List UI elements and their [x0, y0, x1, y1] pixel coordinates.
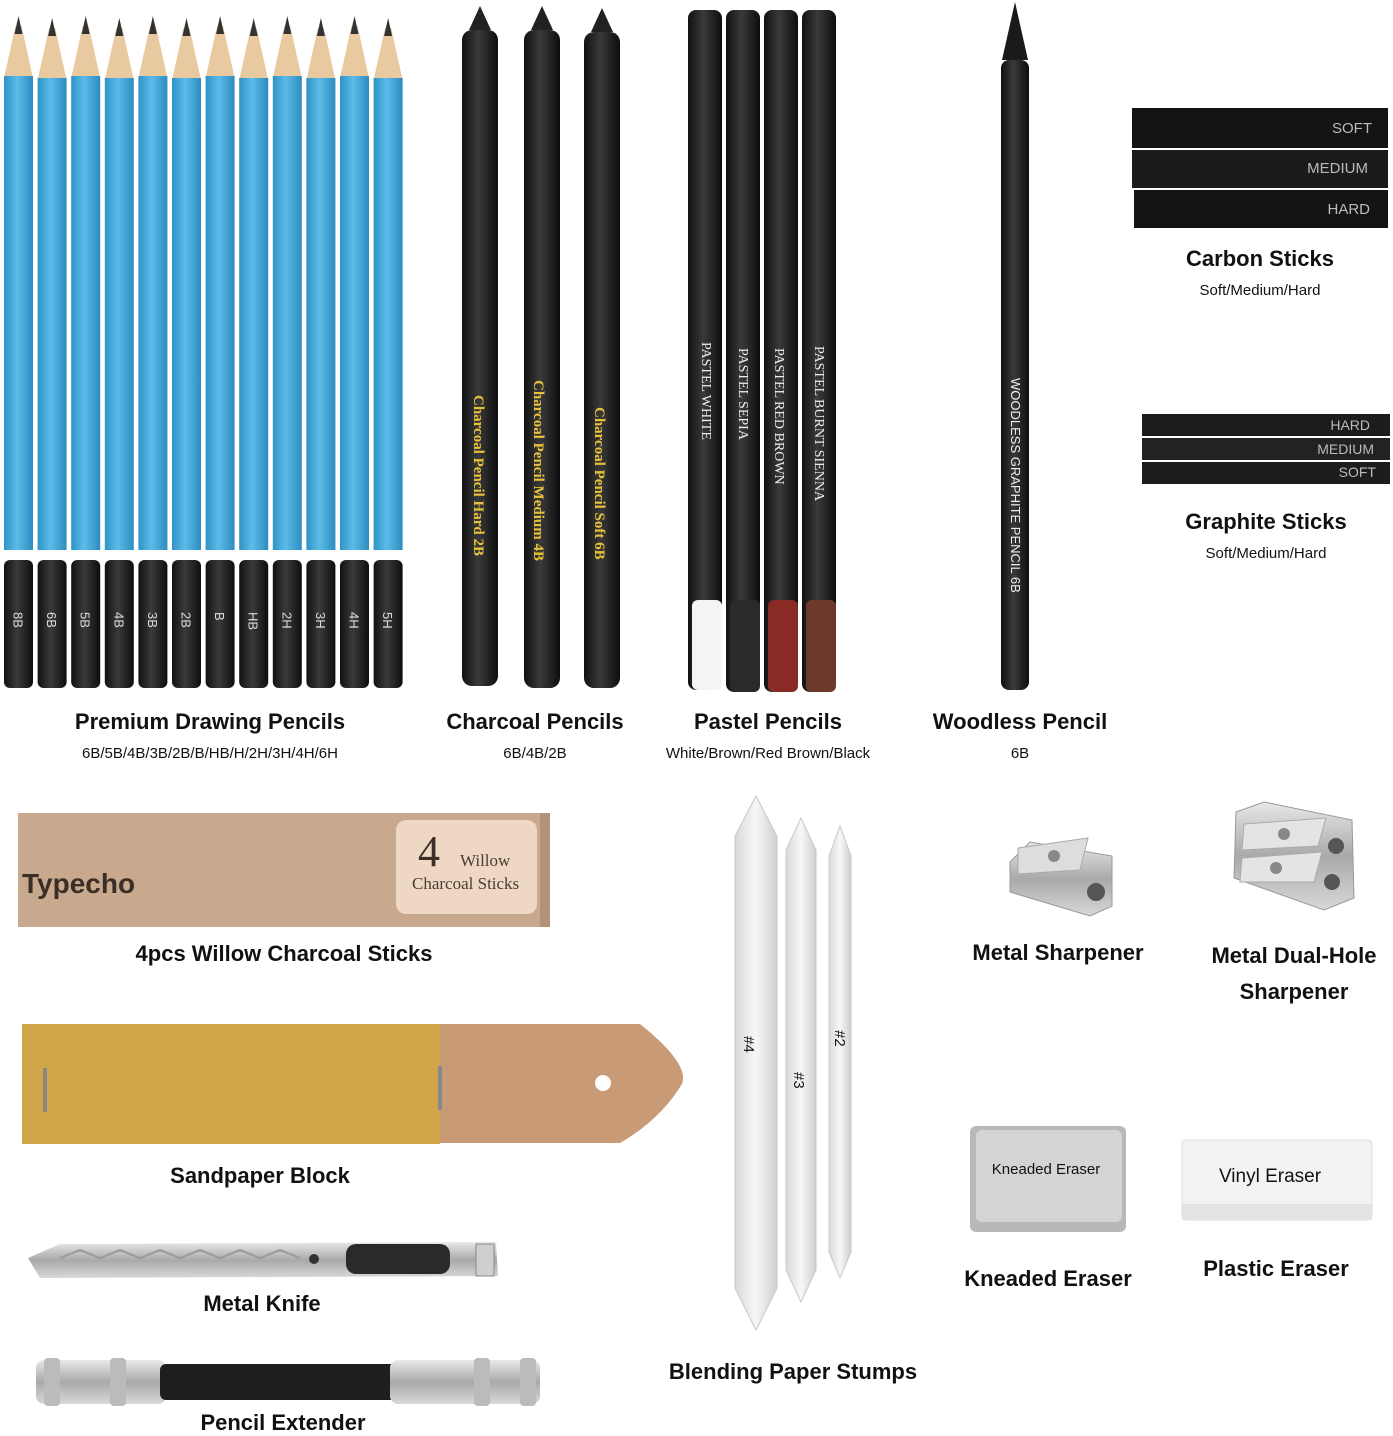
woodless-pencil-title: Woodless Pencil [932, 709, 1108, 734]
blending-stump [786, 818, 816, 1302]
graphite-stick-label: SOFT [1338, 464, 1376, 480]
charcoal-pencil-set [462, 6, 620, 688]
drawing-pencil [4, 16, 33, 688]
pastel-pencil-label: PASTEL SEPIA [735, 348, 750, 440]
carbon-stick-set [1132, 108, 1388, 228]
drawing-pencil [138, 16, 167, 688]
badge-line: Willow [460, 851, 511, 870]
badge-number: 4 [418, 827, 440, 876]
drawing-pencils-title: Premium Drawing Pencils [74, 709, 346, 734]
kneaded-eraser [970, 1126, 1126, 1232]
drawing-pencil [71, 16, 100, 688]
pencil-grade-label: 5B [77, 612, 93, 628]
charcoal-pencils-title: Charcoal Pencils [446, 709, 624, 734]
drawing-pencil [374, 18, 403, 688]
carbon-sticks-title: Carbon Sticks [1186, 246, 1334, 271]
graphite-stick-label: MEDIUM [1317, 441, 1374, 457]
pencil-grade-label: HB [245, 612, 261, 631]
stump-label: #3 [790, 1072, 807, 1089]
pastel-pencil-label: PASTEL BURNT SIENNA [811, 346, 826, 502]
drawing-pencil [273, 16, 302, 688]
metal-knife [28, 1242, 498, 1278]
metal-sharpener-title: Metal Sharpener [972, 940, 1144, 965]
willow-charcoal-title: 4pcs Willow Charcoal Sticks [135, 941, 433, 966]
graphite-sticks-subtitle: Soft/Medium/Hard [1205, 545, 1327, 562]
graphite-sticks-title: Graphite Sticks [1185, 509, 1347, 534]
charcoal-pencil-label: Charcoal Pencil Hard 2B [470, 395, 486, 556]
dual-sharpener-title-line1: Metal Dual-Hole [1211, 943, 1377, 968]
carbon-stick-label: MEDIUM [1307, 160, 1368, 177]
drawing-pencil-set [4, 16, 403, 688]
drawing-pencil [206, 16, 235, 688]
dual-hole-sharpener [1234, 802, 1354, 910]
pastel-pencils-subtitle: White/Brown/Red Brown/Black [665, 745, 871, 762]
charcoal-pencil [524, 6, 560, 688]
drawing-pencil [239, 18, 268, 688]
plastic-eraser-title: Plastic Eraser [1203, 1256, 1349, 1281]
pencil-grade-label: 8B [10, 612, 26, 628]
pencil-grade-label: 6B [44, 612, 60, 628]
blending-stump-set [735, 796, 851, 1330]
pencil-grade-label: 3B [144, 612, 160, 628]
charcoal-pencils-subtitle: 6B/4B/2B [503, 745, 567, 762]
carbon-sticks-subtitle: Soft/Medium/Hard [1199, 282, 1321, 299]
pastel-pencil [802, 10, 836, 692]
graphite-stick-set [1142, 414, 1390, 484]
sandpaper-block [22, 1024, 683, 1144]
vinyl-eraser-label: Vinyl Eraser [1218, 1166, 1322, 1187]
drawing-pencil [38, 18, 67, 688]
graphite-stick-label: HARD [1330, 417, 1370, 433]
pencil-grade-label: 4B [111, 612, 127, 628]
pencil-grade-label: B [212, 612, 228, 621]
stump-label: #2 [831, 1030, 848, 1047]
stump-label: #4 [740, 1036, 757, 1053]
pencil-grade-label: 2B [178, 612, 194, 628]
willow-charcoal-box [18, 813, 550, 927]
drawing-pencil [172, 18, 201, 688]
pencil-grade-label: 3H [312, 612, 328, 629]
charcoal-pencil-label: Charcoal Pencil Soft 6B [591, 407, 607, 560]
sandpaper-block-title: Sandpaper Block [170, 1163, 350, 1188]
metal-sharpener [1010, 838, 1112, 916]
pastel-pencil [726, 10, 760, 692]
pencil-extender [36, 1358, 540, 1406]
drawing-pencils-subtitle: 6B/5B/4B/3B/2B/B/HB/H/2H/3H/4H/6H [82, 745, 338, 762]
kneaded-eraser-title: Kneaded Eraser [964, 1266, 1132, 1291]
drawing-pencil [105, 18, 134, 688]
carbon-stick-label: SOFT [1332, 120, 1372, 137]
dual-sharpener-title-line2: Sharpener [1239, 979, 1349, 1004]
vinyl-eraser [1182, 1140, 1372, 1220]
pastel-pencil-label: PASTEL RED BROWN [771, 348, 786, 485]
woodless-pencil-subtitle: 6B [1010, 745, 1030, 762]
blending-stumps-title: Blending Paper Stumps [668, 1359, 918, 1384]
pencil-grade-label: 2H [279, 612, 295, 629]
drawing-pencil [340, 16, 369, 688]
badge-line: Charcoal Sticks [412, 874, 520, 893]
charcoal-pencil [584, 8, 620, 688]
metal-knife-title: Metal Knife [203, 1291, 321, 1316]
pastel-pencil [688, 10, 722, 690]
brand-logo: Typecho [22, 868, 136, 899]
blending-stump [735, 796, 777, 1330]
charcoal-pencil-label: Charcoal Pencil Medium 4B [530, 380, 546, 561]
woodless-pencil [1001, 2, 1029, 690]
charcoal-pencil [462, 6, 498, 686]
pastel-pencils-title: Pastel Pencils [694, 709, 842, 734]
woodless-pencil-label: WOODLESS GRAPHITE PENCIL 6B [1008, 378, 1023, 593]
kneaded-eraser-label: Kneaded Eraser [991, 1161, 1101, 1178]
drawing-pencil [306, 18, 335, 688]
blending-stump [829, 826, 851, 1278]
pastel-pencil [764, 10, 798, 692]
pastel-pencil-set [688, 10, 836, 692]
pencil-grade-label: 5H [380, 612, 396, 629]
pencil-extender-title: Pencil Extender [200, 1410, 366, 1435]
carbon-stick-label: HARD [1327, 201, 1370, 218]
pastel-pencil-label: PASTEL WHITE [698, 342, 713, 440]
pencil-grade-label: 4H [346, 612, 362, 629]
